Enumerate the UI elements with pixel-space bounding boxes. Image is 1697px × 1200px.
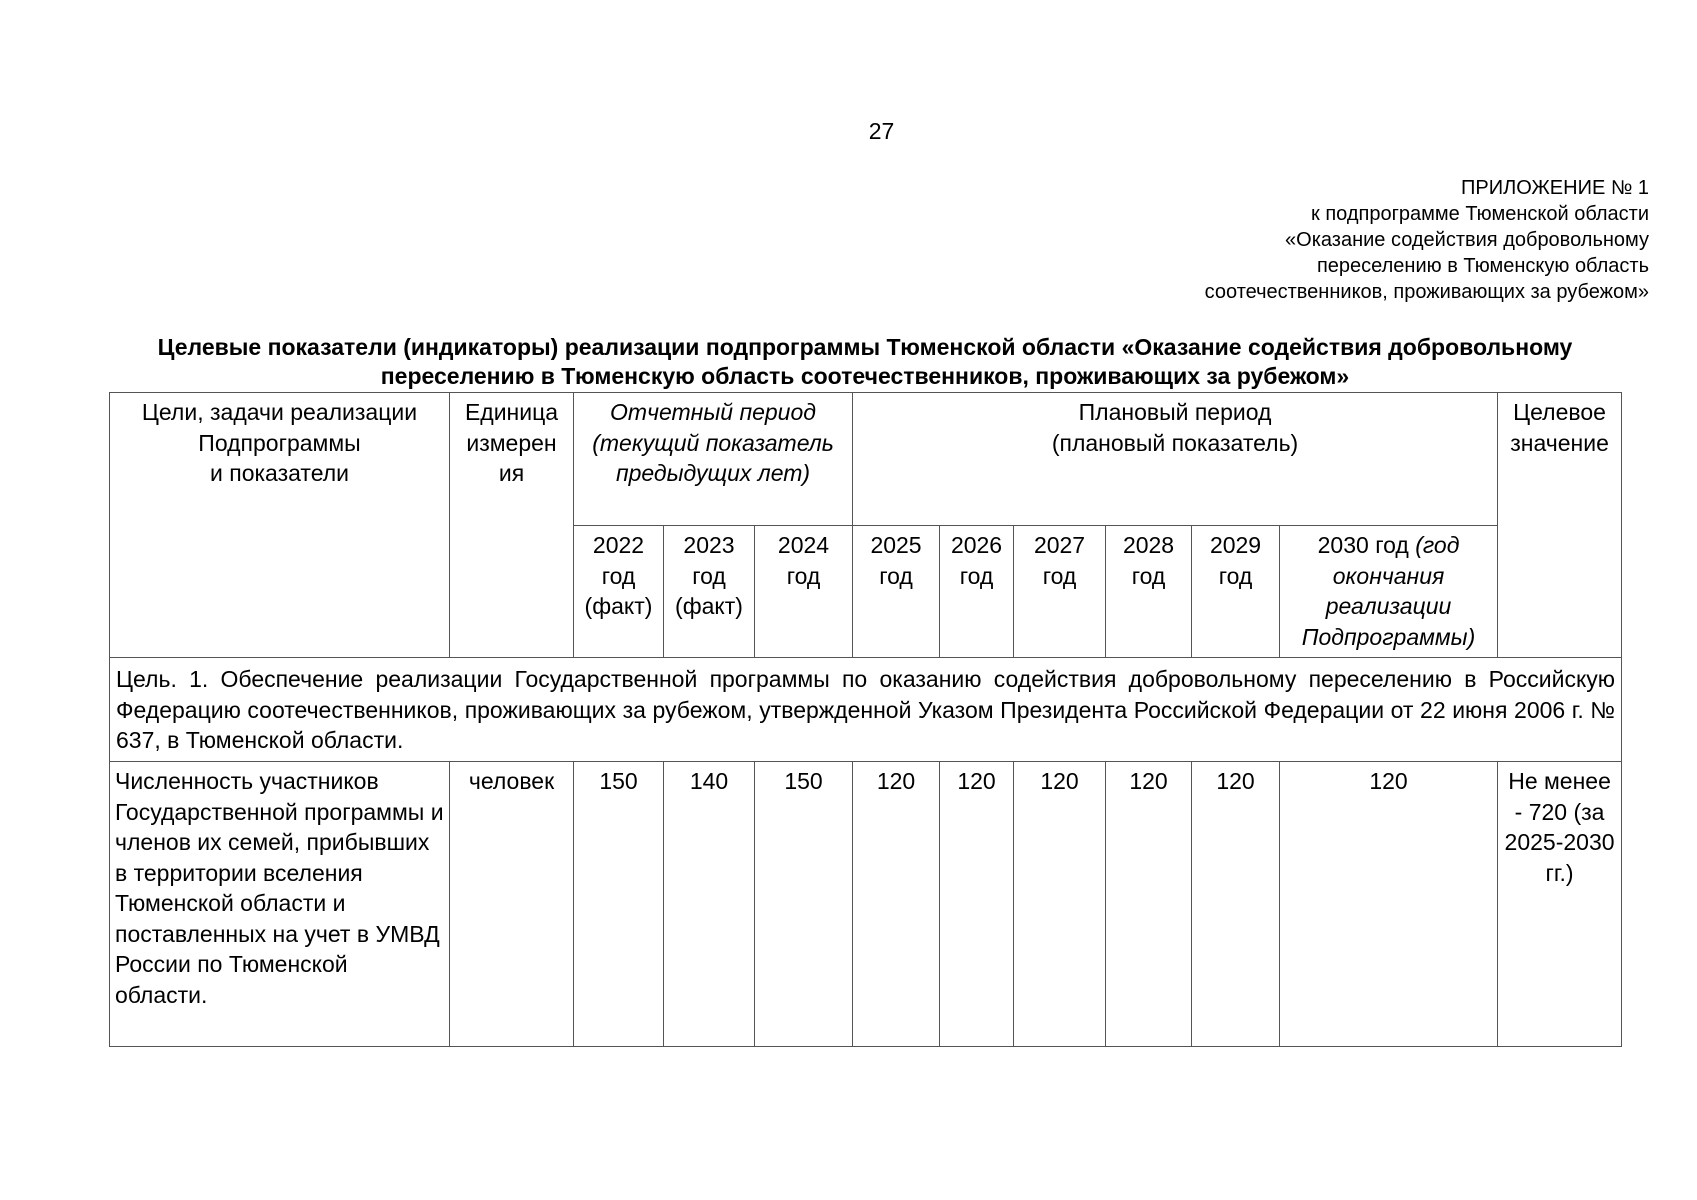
header-year-2023: 2023 год (факт) bbox=[664, 526, 755, 658]
indicators-table-wrapper bbox=[109, 392, 1621, 1047]
indicator-value-2023: 140 bbox=[664, 762, 755, 1047]
appendix-line: ПРИЛОЖЕНИЕ № 1 bbox=[1461, 177, 1649, 199]
header-reporting-period: Отчетный период (текущий показатель предыдущих лет) bbox=[574, 393, 853, 526]
indicator-name: Численность участников Государственной программы и членов их семей, прибывших в территории вселения Тюменской области и поставленных на учет в УМВД России по Тюменской области. bbox=[110, 762, 450, 1047]
header-unit: Единица измерен ия bbox=[450, 393, 574, 658]
header-year-2026: 2026 год bbox=[940, 526, 1014, 658]
header-goals: Цели, задачи реализации Подпрограммы и показатели bbox=[110, 393, 450, 658]
header-year-2028: 2028 год bbox=[1106, 526, 1192, 658]
header-planning-period: Плановый период (плановый показатель) bbox=[853, 393, 1498, 526]
indicator-value-2030: 120 bbox=[1280, 762, 1498, 1047]
header-year-2030-note: (год окончания реализации Подпрограммы) bbox=[1301, 532, 1476, 650]
indicator-target-value: Не менее - 720 (за 2025-2030 гг.) bbox=[1498, 762, 1622, 1047]
appendix-block bbox=[1205, 175, 1649, 305]
indicator-row bbox=[110, 762, 1622, 1047]
header-year-2027: 2027 год bbox=[1014, 526, 1106, 658]
header-target-value: Целевое значение bbox=[1498, 393, 1622, 658]
goal-text: Цель. 1. Обеспечение реализации Государственной программы по оказанию содействия добровольному переселению в Российскую Федерацию соотечественников, проживающих за рубежом, утвержденной Указом Президента Российской Федерации от 22 июня 2006 г. № 637, в Тюменской области. bbox=[110, 658, 1622, 762]
appendix-line: переселению в Тюменскую область bbox=[1316, 255, 1649, 277]
indicator-value-2026: 120 bbox=[940, 762, 1014, 1047]
indicator-value-2025: 120 bbox=[853, 762, 940, 1047]
header-year-2022: 2022 год (факт) bbox=[574, 526, 664, 658]
header-row-1 bbox=[110, 393, 1622, 526]
goal-row bbox=[110, 658, 1622, 762]
header-year-2030-main: 2030 год bbox=[1317, 532, 1409, 558]
page-number: 27 bbox=[868, 118, 895, 144]
header-year-2024: 2024 год bbox=[755, 526, 853, 658]
indicator-value-2022: 150 bbox=[574, 762, 664, 1047]
appendix-line: к подпрограмме Тюменской области bbox=[1311, 203, 1649, 225]
appendix-line: соотечественников, проживающих за рубежом» bbox=[1204, 281, 1649, 303]
indicators-table bbox=[109, 392, 1622, 1047]
header-year-2025: 2025 год bbox=[853, 526, 940, 658]
indicator-value-2024: 150 bbox=[755, 762, 853, 1047]
indicator-value-2028: 120 bbox=[1106, 762, 1192, 1047]
indicator-value-2027: 120 bbox=[1014, 762, 1106, 1047]
document-title: Целевые показатели (индикаторы) реализации подпрограммы Тюменской области «Оказание содействия добровольному переселению в Тюменскую область соотечественников, проживающих за рубежом» bbox=[157, 334, 1573, 389]
indicator-unit: человек bbox=[450, 762, 574, 1047]
indicator-value-2029: 120 bbox=[1192, 762, 1280, 1047]
header-year-2030 bbox=[1280, 526, 1498, 658]
appendix-line: «Оказание содействия добровольному bbox=[1285, 229, 1649, 251]
header-year-2029: 2029 год bbox=[1192, 526, 1280, 658]
